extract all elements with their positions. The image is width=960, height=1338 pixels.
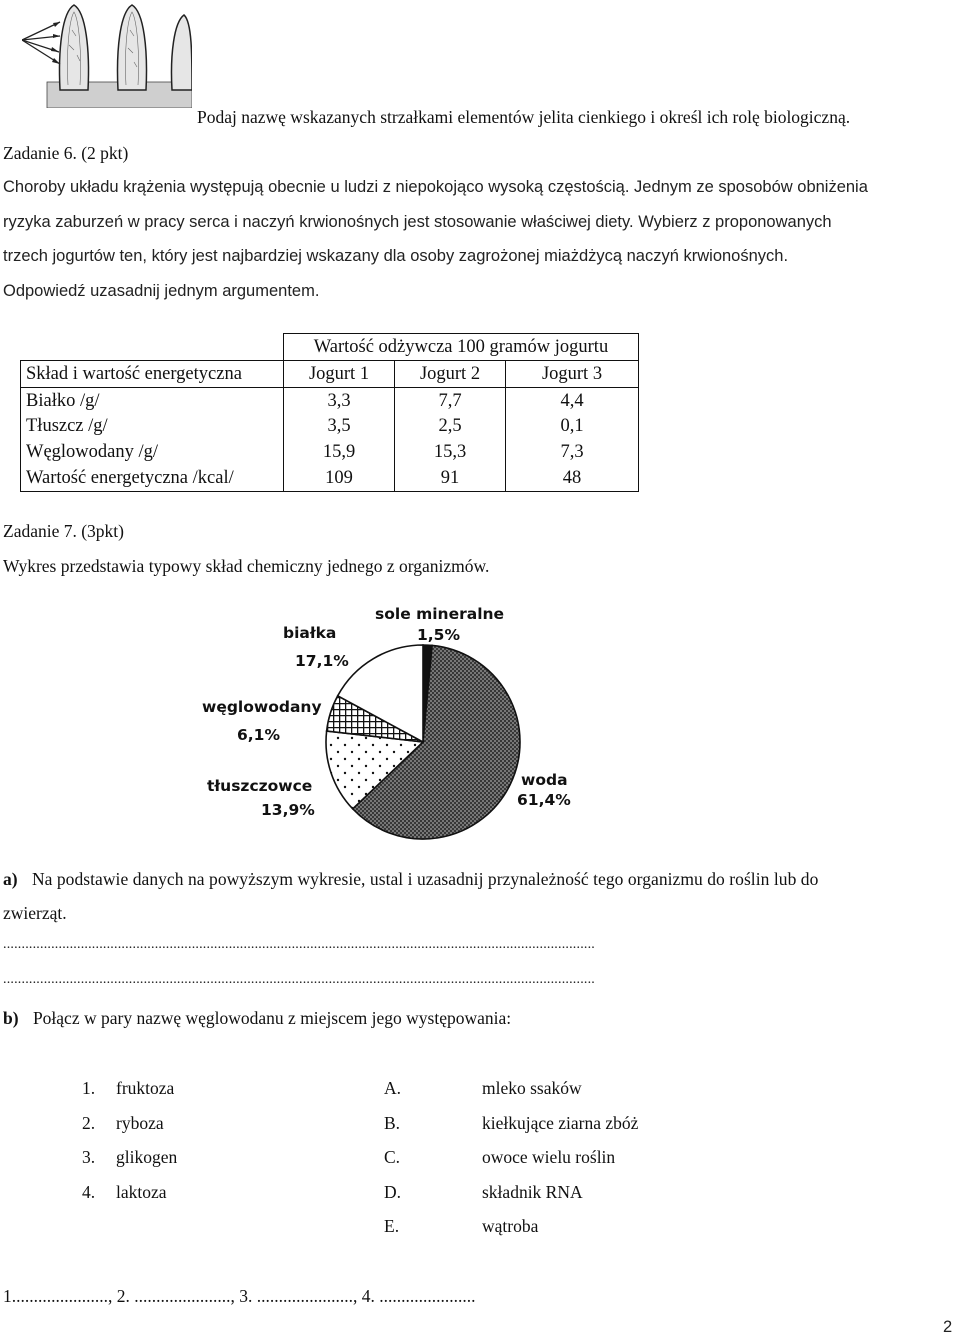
carb-name: laktoza bbox=[116, 1182, 167, 1202]
table-row bbox=[21, 465, 639, 491]
location-letter: D. bbox=[384, 1182, 402, 1202]
location-name: mleko ssaków bbox=[482, 1078, 582, 1098]
table-cell: 7,7 bbox=[395, 387, 506, 413]
task7-heading: Zadanie 7. (3pkt) bbox=[3, 521, 124, 541]
location-letter: A. bbox=[384, 1078, 402, 1098]
carb-name: fruktoza bbox=[116, 1078, 175, 1098]
location-name: owoce wielu roślin bbox=[482, 1147, 616, 1167]
task7a-text: Na podstawie danych na powyższym wykresie, ustal i uzasadnij przynależność tego organizmu do roślin lub do bbox=[31, 869, 819, 889]
task7a-line bbox=[3, 869, 818, 890]
location-letter: E. bbox=[384, 1216, 400, 1236]
list-item bbox=[82, 1078, 95, 1099]
answer-line: 1......................, 2. ......................, 3. ......................, 4. ...................... bbox=[3, 1286, 476, 1306]
item-number: 2. bbox=[82, 1113, 96, 1133]
task7b-text: Połącz w pary nazwę węglowodanu z miejscem jego występowania: bbox=[32, 1008, 512, 1028]
answer-dots-1: ................................................................................................................................................................ bbox=[3, 937, 595, 952]
pie-value: 6,1% bbox=[237, 726, 280, 744]
table-header-row bbox=[21, 360, 639, 387]
table-cell: Białko /g/ bbox=[21, 387, 284, 413]
list-item bbox=[82, 1182, 95, 1203]
table-cell: 15,9 bbox=[284, 439, 395, 465]
location-name: składnik RNA bbox=[482, 1182, 583, 1202]
table-cell: Tłuszcz /g/ bbox=[21, 414, 284, 440]
list-item bbox=[82, 1113, 95, 1134]
table-cell: 4,4 bbox=[506, 387, 639, 413]
task7b-line bbox=[3, 1008, 511, 1029]
intestinal-villi-illustration bbox=[22, 0, 192, 108]
table-header-cell: Jogurt 3 bbox=[506, 360, 639, 387]
table-cell: 48 bbox=[506, 465, 639, 491]
task7a-text-cont: zwierząt. bbox=[3, 903, 67, 923]
task7-intro: Wykres przedstawia typowy skład chemiczny jednego z organizmów. bbox=[3, 556, 490, 576]
table-group-header: Wartość odżywcza 100 gramów jogurtu bbox=[284, 334, 639, 361]
task6-heading: Zadanie 6. (2 pkt) bbox=[3, 143, 129, 163]
table-header-cell: Skład i wartość energetyczna bbox=[21, 360, 284, 387]
table-cell: 3,5 bbox=[284, 414, 395, 440]
location-letter: C. bbox=[384, 1147, 401, 1167]
task7b-label: b) bbox=[3, 1008, 19, 1028]
item-number: 1. bbox=[82, 1078, 96, 1098]
table-header-cell: Jogurt 1 bbox=[284, 360, 395, 387]
table-group-header-row bbox=[21, 334, 639, 361]
location-letter: B. bbox=[384, 1113, 401, 1133]
table-row bbox=[21, 414, 639, 440]
page-number: 2 bbox=[943, 1318, 953, 1336]
pie-label: sole mineralne bbox=[375, 605, 505, 623]
item-number: 3. bbox=[82, 1147, 96, 1167]
table-cell: 2,5 bbox=[395, 414, 506, 440]
pie-label: węglowodany bbox=[202, 698, 322, 716]
task6-line-2: ryzyka zaburzeń w pracy serca i naczyń krwionośnych jest stosowanie właściwej diety. Wybierz z proponowanych bbox=[3, 213, 832, 231]
pie-label: białka bbox=[283, 624, 337, 642]
answer-dots-2: ................................................................................................................................................................ bbox=[3, 972, 595, 987]
carb-name: glikogen bbox=[116, 1147, 178, 1167]
table-row bbox=[21, 387, 639, 413]
table-cell: 109 bbox=[284, 465, 395, 491]
task6-line-4: Odpowiedź uzasadnij jednym argumentem. bbox=[3, 282, 320, 300]
pie-label: woda bbox=[521, 771, 568, 789]
table-row bbox=[21, 439, 639, 465]
location-name: wątroba bbox=[482, 1216, 539, 1236]
pie-value: 17,1% bbox=[295, 652, 349, 670]
task7a-label: a) bbox=[3, 869, 18, 889]
table-header-cell: Jogurt 2 bbox=[395, 360, 506, 387]
pie-value: 13,9% bbox=[261, 801, 315, 819]
table-cell: 3,3 bbox=[284, 387, 395, 413]
location-name: kiełkujące ziarna zbóż bbox=[482, 1113, 639, 1133]
list-item bbox=[82, 1147, 95, 1168]
carb-name: ryboza bbox=[116, 1113, 164, 1133]
table-cell: 7,3 bbox=[506, 439, 639, 465]
yogurt-nutrition-table bbox=[20, 333, 639, 492]
pie-value: 61,4% bbox=[517, 791, 571, 809]
table-cell: Wartość energetyczna /kcal/ bbox=[21, 465, 284, 491]
villi-question: Podaj nazwę wskazanych strzałkami elementów jelita cienkiego i określ ich rolę biologiczną. bbox=[197, 107, 851, 127]
table-cell: 0,1 bbox=[506, 414, 639, 440]
task6-line-3: trzech jogurtów ten, który jest najbardziej wskazany dla osoby zagrożonej miażdżycą naczyń krwionośnych. bbox=[3, 247, 789, 265]
table-cell: 91 bbox=[395, 465, 506, 491]
task6-line-1: Choroby układu krążenia występują obecnie u ludzi z niepokojąco wysoką częstością. Jednym ze sposobów obniżenia bbox=[3, 178, 868, 196]
composition-pie-chart bbox=[195, 595, 605, 845]
table-cell: 15,3 bbox=[395, 439, 506, 465]
pie-value: 1,5% bbox=[417, 626, 460, 644]
item-number: 4. bbox=[82, 1182, 96, 1202]
table-cell: Węglowodany /g/ bbox=[21, 439, 284, 465]
pie-label: tłuszczowce bbox=[207, 777, 313, 795]
